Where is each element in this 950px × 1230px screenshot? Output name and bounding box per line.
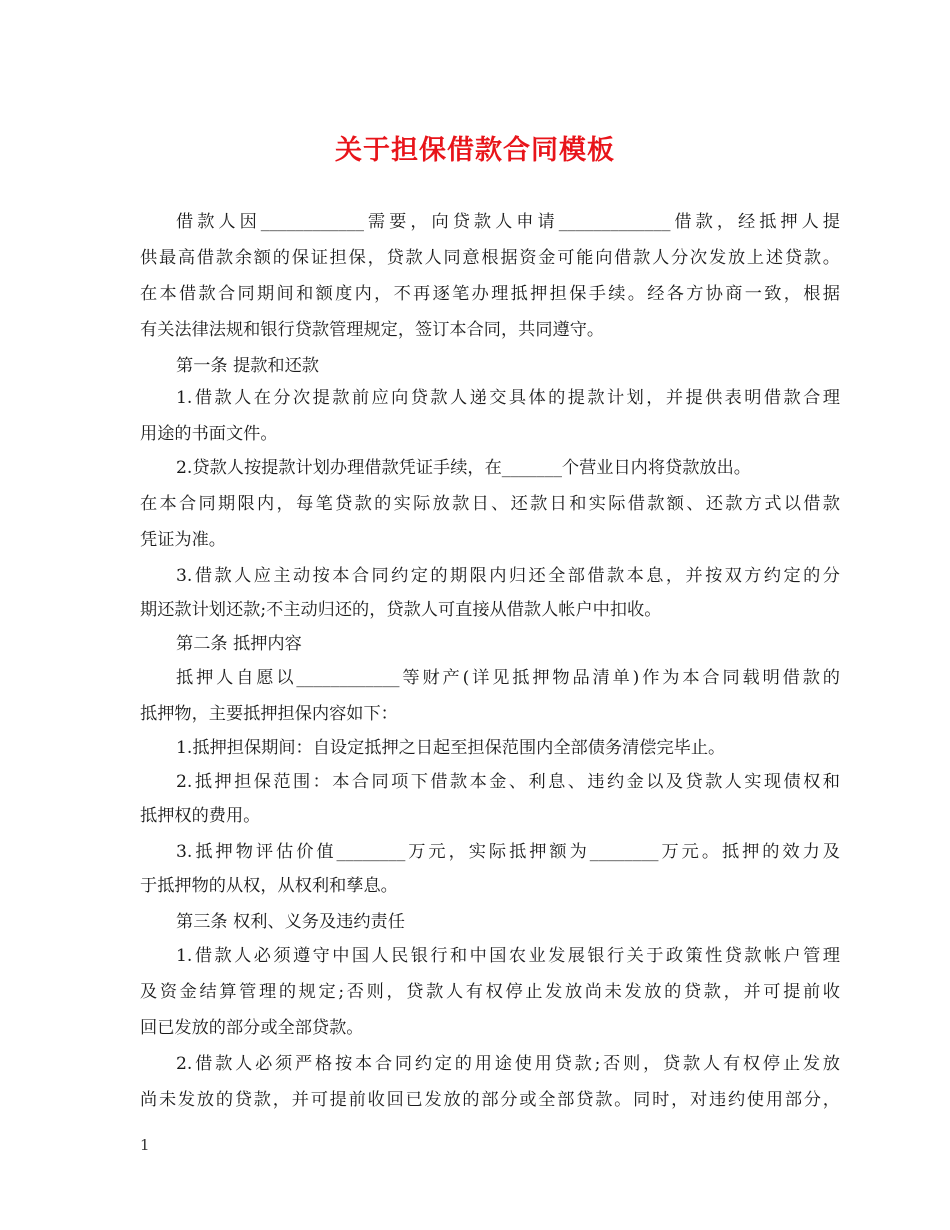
paragraph-line: 抵押权的费用。 [140,806,261,826]
paragraph-line: 期还款计划还款;不主动归还的，贷款人可直接从借款人帐户中扣收。 [140,600,662,620]
paragraph-line: 抵押物，主要抵押担保内容如下： [140,704,398,724]
paragraph-line: 回已发放的部分或全部贷款。 [140,1018,364,1038]
paragraph-line: 3.抵押物评估价值________万元，实际抵押额为________万元。抵押的效力及 [176,842,840,862]
paragraph-line: 供最高借款余额的保证担保，贷款人同意根据资金可能向借款人分次发放上述贷款。 [140,248,840,268]
paragraph-line: 于抵押物的从权，从权利和孳息。 [140,876,398,896]
paragraph-line: 1.抵押担保期间：自设定抵押之日起至担保范围内全部债务清偿完毕止。 [176,738,726,758]
paragraph-line: 及资金结算管理的规定;否则，贷款人有权停止发放尚未发放的贷款，并可提前收 [140,982,840,1002]
section-heading: 第一条 提款和还款 [176,356,319,376]
page-number: 1 [140,1136,150,1154]
paragraph-line: 用途的书面文件。 [140,424,278,444]
paragraph-line: 凭证为准。 [140,530,226,550]
section-heading: 第三条 权利、义务及违约责任 [176,912,405,932]
paragraph-line: 在本借款合同期间和额度内，不再逐笔办理抵押担保手续。经各方协商一致，根据 [140,284,840,304]
paragraph-line: 3.借款人应主动按本合同约定的期限内归还全部借款本息，并按双方约定的分 [176,566,840,586]
paragraph-line: 1.借款人必须遵守中国人民银行和中国农业发展银行关于政策性贷款帐户管理 [176,946,840,966]
document-title: 关于担保借款合同模板 [335,135,615,166]
paragraph-line: 尚未发放的贷款，并可提前收回已发放的部分或全部贷款。同时，对违约使用部分， [140,1090,840,1110]
paragraph-line: 有关法律法规和银行贷款管理规定，签订本合同，共同遵守。 [140,320,605,340]
paragraph-line: 2.贷款人按提款计划办理借款凭证手续，在_______个营业日内将贷款放出。 [176,458,751,478]
paragraph-line: 2.借款人必须严格按本合同约定的用途使用贷款;否则，贷款人有权停止发放 [176,1054,840,1074]
paragraph-line: 2.抵押担保范围：本合同项下借款本金、利息、违约金以及贷款人实现债权和 [176,772,840,792]
paragraph-line: 借款人因____________需要，向贷款人申请_____________借款，经抵押人提 [176,212,840,232]
paragraph-line: 在本合同期限内，每笔贷款的实际放款日、还款日和实际借款额、还款方式以借款 [140,494,840,514]
paragraph-line: 抵押人自愿以____________等财产(详见抵押物品清单)作为本合同载明借款的 [176,668,840,688]
section-heading: 第二条 抵押内容 [176,634,302,654]
paragraph-line: 1.借款人在分次提款前应向贷款人递交具体的提款计划，并提供表明借款合理 [176,388,840,408]
